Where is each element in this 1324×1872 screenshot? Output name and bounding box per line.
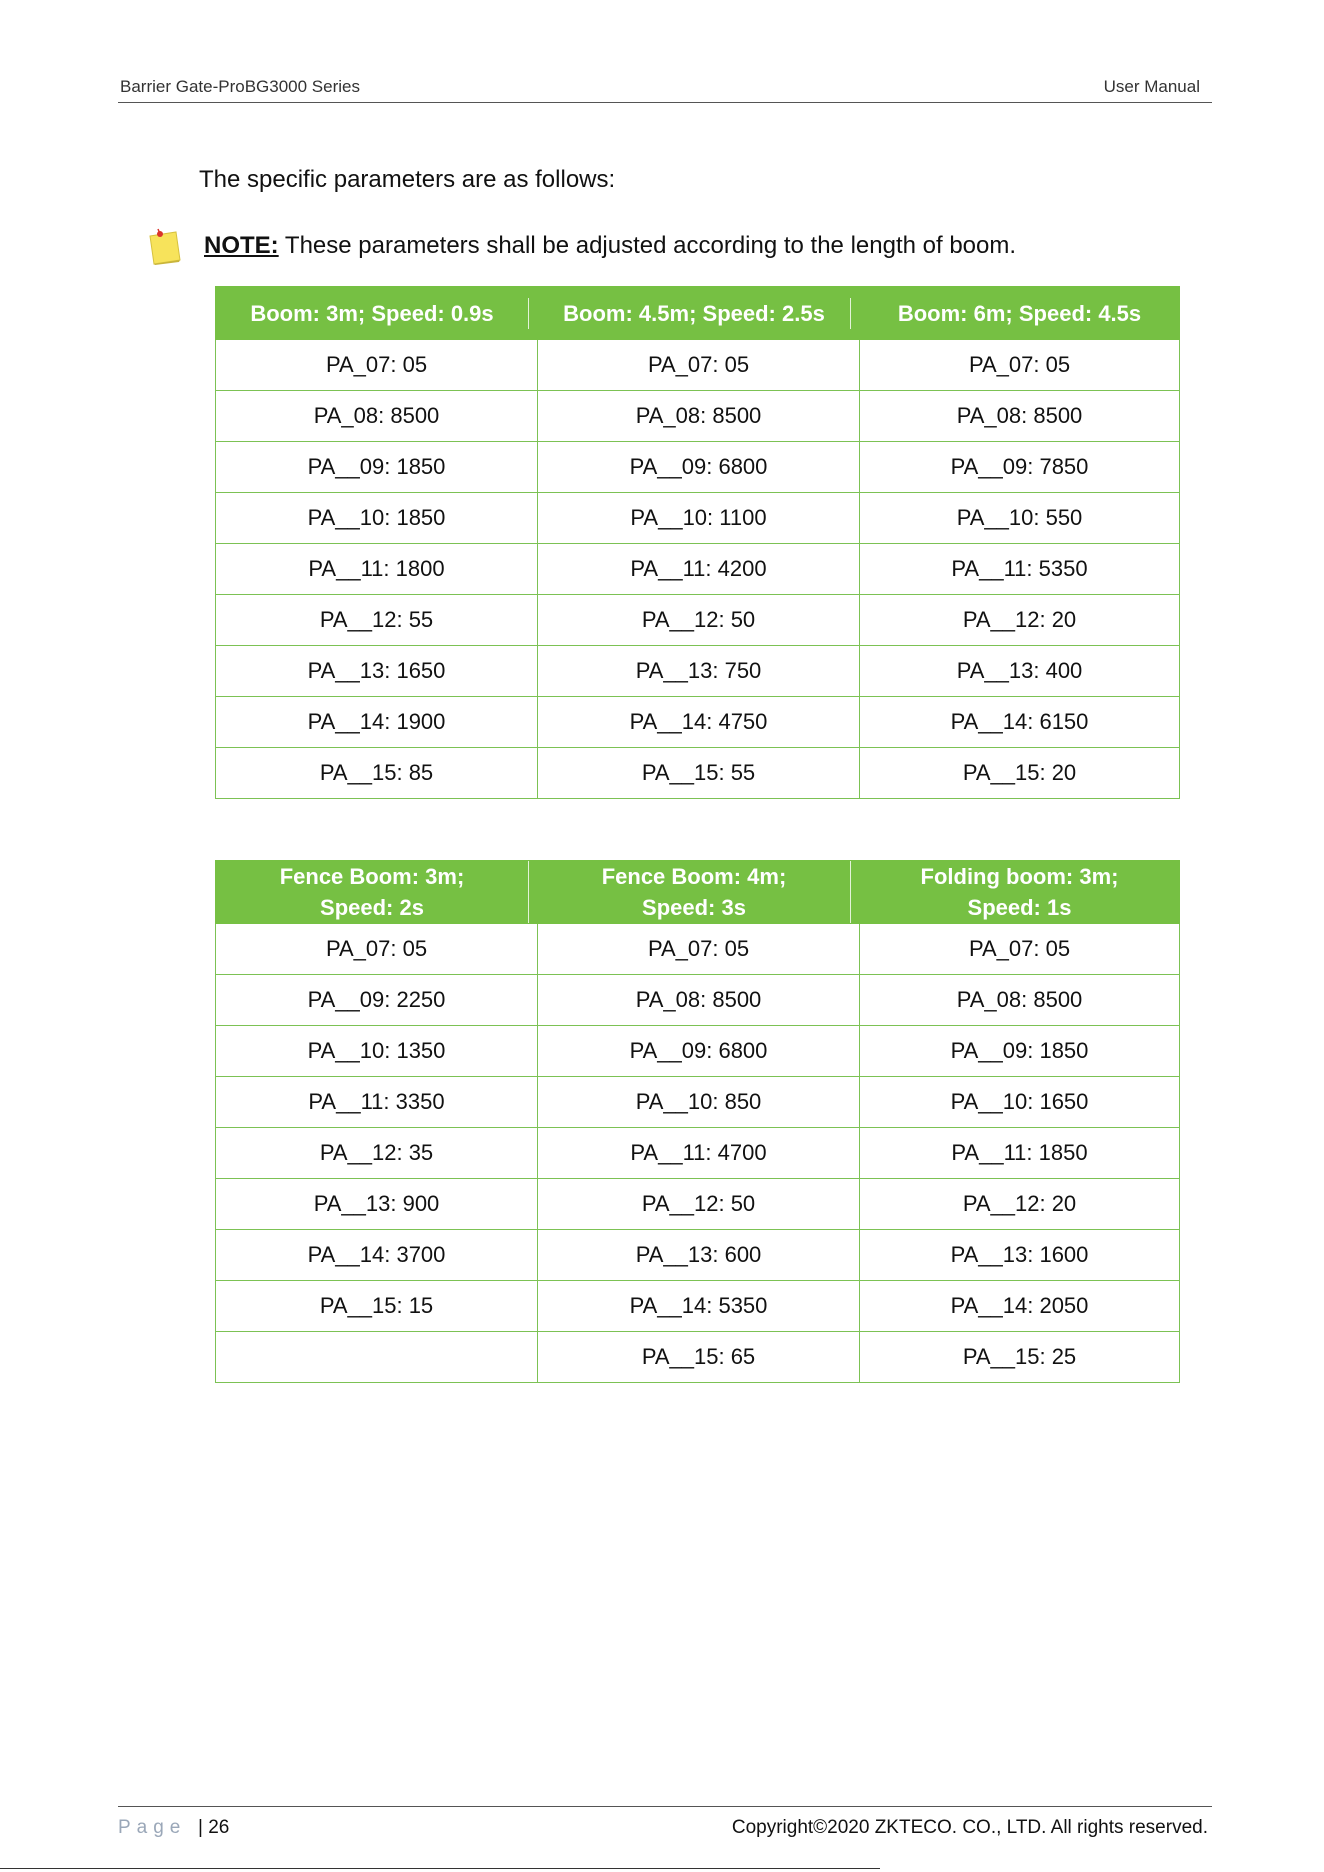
table-cell: PA__12: 20 — [860, 1179, 1180, 1230]
table-cell: PA__11: 1800 — [216, 544, 538, 595]
intro-text: The specific parameters are as follows: — [199, 166, 616, 193]
table-row — [216, 340, 1180, 391]
table-cell: PA__15: 55 — [538, 748, 860, 799]
document-type: User Manual — [1103, 77, 1200, 96]
note-callout — [146, 228, 1206, 268]
table-row — [216, 1128, 1180, 1179]
table-cell: PA__14: 2050 — [860, 1281, 1180, 1332]
table-cell: PA__15: 15 — [216, 1281, 538, 1332]
column-header — [538, 861, 860, 924]
table-row — [216, 697, 1180, 748]
copyright-notice: Copyright©2020 ZKTECO. CO., LTD. All rights reserved. — [731, 1817, 1208, 1838]
page-label: Page — [118, 1817, 187, 1838]
table-cell: PA__10: 1350 — [216, 1026, 538, 1077]
table-cell: PA__12: 20 — [860, 595, 1180, 646]
table-cell: PA__13: 900 — [216, 1179, 538, 1230]
column-header-text — [860, 861, 1179, 923]
table-row — [216, 975, 1180, 1026]
table-cell: PA__10: 1650 — [860, 1077, 1180, 1128]
note-label: NOTE: — [204, 232, 279, 259]
table-row — [216, 1281, 1180, 1332]
column-header-text — [538, 298, 851, 329]
column-header-line: Speed: 2s — [320, 895, 424, 920]
table-cell: PA_08: 8500 — [860, 975, 1180, 1026]
table-cell: PA__09: 6800 — [538, 442, 860, 493]
table-cell: PA__14: 3700 — [216, 1230, 538, 1281]
table-cell: PA__12: 55 — [216, 595, 538, 646]
column-header — [538, 287, 860, 340]
table-cell: PA__14: 4750 — [538, 697, 860, 748]
table-cell: PA__15: 25 — [860, 1332, 1180, 1383]
table-cell: PA_08: 8500 — [216, 391, 538, 442]
table-cell: PA__11: 5350 — [860, 544, 1180, 595]
column-header-line: Fence Boom: 4m; — [601, 864, 787, 889]
table-cell: PA__11: 3350 — [216, 1077, 538, 1128]
table-cell: PA_08: 8500 — [860, 391, 1180, 442]
page-number: | 26 — [198, 1817, 230, 1838]
table-cell: PA__15: 85 — [216, 748, 538, 799]
table-cell: PA__14: 6150 — [860, 697, 1180, 748]
table-cell: PA__09: 7850 — [860, 442, 1180, 493]
note-text — [204, 232, 1016, 260]
table-cell: PA__09: 2250 — [216, 975, 538, 1026]
table-cell: PA_07: 05 — [860, 340, 1180, 391]
table-cell — [216, 1332, 538, 1383]
table-cell: PA__13: 750 — [538, 646, 860, 697]
page-footer — [118, 1806, 1212, 1847]
table-cell: PA__09: 6800 — [538, 1026, 860, 1077]
table-cell: PA__15: 20 — [860, 748, 1180, 799]
table-cell: PA__14: 5350 — [538, 1281, 860, 1332]
table-cell: PA__13: 1650 — [216, 646, 538, 697]
table-cell: PA__12: 35 — [216, 1128, 538, 1179]
document-title: Barrier Gate-ProBG3000 Series — [120, 77, 360, 96]
table-cell: PA_08: 8500 — [538, 391, 860, 442]
column-header-line: Folding boom: 3m; — [920, 864, 1119, 889]
table-cell: PA__14: 1900 — [216, 697, 538, 748]
column-header — [216, 287, 538, 340]
column-header — [860, 287, 1180, 340]
note-body: These parameters shall be adjusted according to the length of boom. — [278, 232, 1017, 259]
table-cell: PA__09: 1850 — [216, 442, 538, 493]
table-cell: PA__11: 4700 — [538, 1128, 860, 1179]
table-cell: PA_07: 05 — [538, 924, 860, 975]
table-cell: PA__09: 1850 — [860, 1026, 1180, 1077]
column-header-line: Speed: 3s — [642, 895, 746, 920]
table-row — [216, 1077, 1180, 1128]
table-cell: PA_07: 05 — [538, 340, 860, 391]
table-cell: PA__11: 1850 — [860, 1128, 1180, 1179]
parameters-table-fence-folding-boom — [215, 860, 1180, 1383]
table-row — [216, 1332, 1180, 1383]
table-cell: PA_07: 05 — [216, 340, 538, 391]
table-cell: PA__13: 400 — [860, 646, 1180, 697]
table-cell: PA_07: 05 — [216, 924, 538, 975]
table-cell: PA__11: 4200 — [538, 544, 860, 595]
column-header-line: Boom: 3m; Speed: 0.9s — [250, 300, 494, 326]
table-row — [216, 924, 1180, 975]
table-row — [216, 748, 1180, 799]
table-cell: PA_07: 05 — [860, 924, 1180, 975]
sticky-note-icon — [146, 228, 182, 266]
table-row — [216, 391, 1180, 442]
table-cell: PA__10: 850 — [538, 1077, 860, 1128]
column-header-text — [538, 861, 851, 923]
table-row — [216, 595, 1180, 646]
table-cell: PA__10: 1850 — [216, 493, 538, 544]
column-header-line: Boom: 4.5m; Speed: 2.5s — [563, 300, 825, 326]
page-number-value: 26 — [208, 1817, 230, 1838]
table-cell: PA__10: 550 — [860, 493, 1180, 544]
parameters-table-standard-boom — [215, 286, 1180, 799]
table-row — [216, 646, 1180, 697]
column-header — [216, 861, 538, 924]
table-row — [216, 442, 1180, 493]
table-cell: PA__12: 50 — [538, 595, 860, 646]
column-header-text — [216, 298, 529, 329]
table-cell: PA__15: 65 — [538, 1332, 860, 1383]
table-cell: PA__10: 1100 — [538, 493, 860, 544]
column-header-line: Speed: 1s — [967, 895, 1072, 920]
table-cell: PA_08: 8500 — [538, 975, 860, 1026]
table-cell: PA__12: 50 — [538, 1179, 860, 1230]
column-header-line: Fence Boom: 3m; — [279, 864, 465, 889]
column-header-line: Boom: 6m; Speed: 4.5s — [897, 300, 1142, 326]
table-row — [216, 1026, 1180, 1077]
page-header — [118, 76, 1212, 103]
table-row — [216, 1179, 1180, 1230]
column-header — [860, 861, 1180, 924]
column-header-text — [216, 861, 529, 923]
table-row — [216, 1230, 1180, 1281]
table-cell: PA__13: 600 — [538, 1230, 860, 1281]
table-cell: PA__13: 1600 — [860, 1230, 1180, 1281]
table-row — [216, 493, 1180, 544]
bottom-divider — [0, 1868, 880, 1869]
table-row — [216, 544, 1180, 595]
column-header-text — [860, 298, 1179, 329]
